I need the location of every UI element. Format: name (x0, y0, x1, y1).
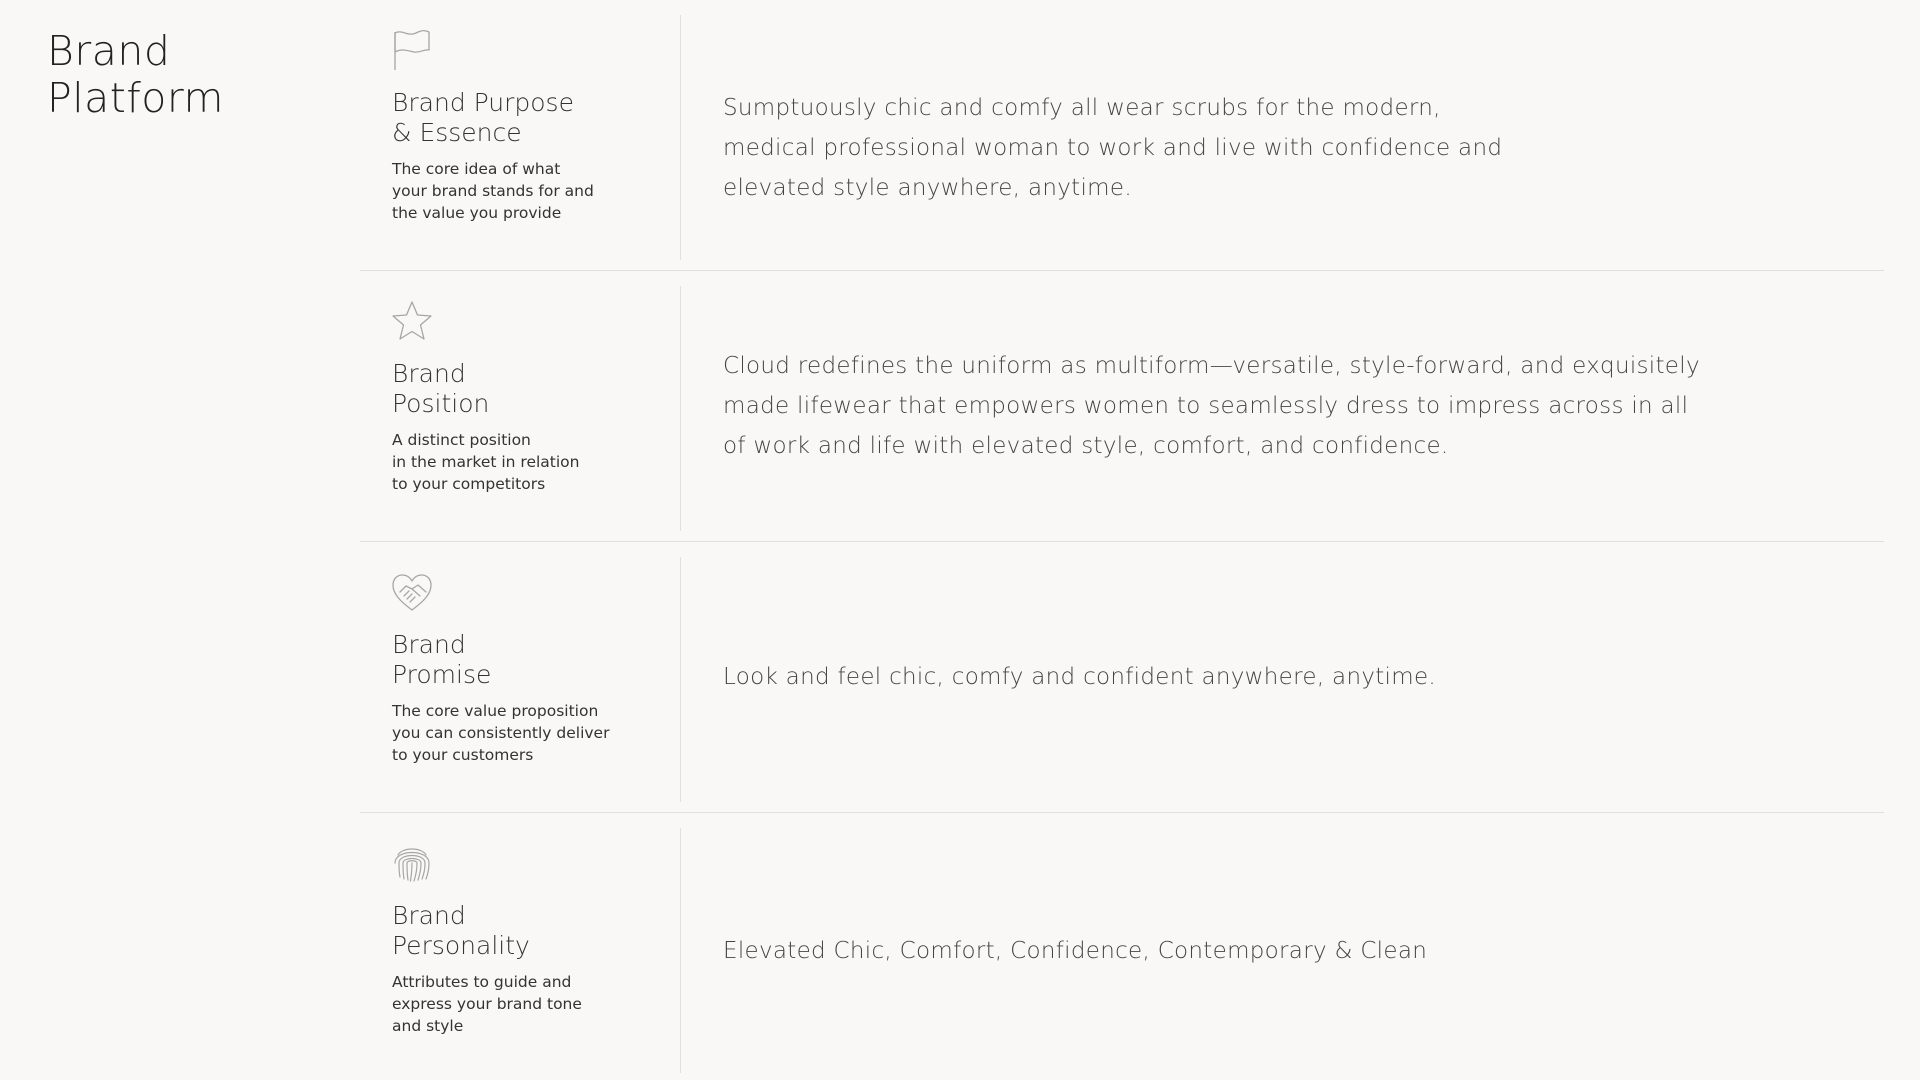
heart-handshake-icon (390, 570, 434, 614)
row-content-line: medical professional woman to work and live with confidence and (723, 135, 1503, 161)
row-content-line: Elevated Chic, Comfort, Confidence, Contemporary & Clean (723, 938, 1428, 964)
row-label-line-2: Position (392, 389, 490, 418)
row-description-line: A distinct position (392, 431, 531, 449)
row-description-line: your brand stands for and (392, 182, 594, 200)
row-content (723, 931, 1734, 971)
row-content-line: Look and feel chic, comfy and confident anywhere, anytime. (723, 664, 1437, 690)
row-description-line: and style (392, 1017, 464, 1035)
row-label-line-1: Brand Purpose (392, 88, 574, 117)
row-label (392, 630, 662, 690)
vertical-divider (680, 828, 681, 1073)
row-label (392, 88, 662, 148)
row-brand-personality (360, 813, 1884, 1080)
row-description (392, 158, 662, 224)
page-title-line-1: Brand (47, 27, 171, 75)
row-label-line-1: Brand (392, 901, 466, 930)
row-description-line: The core idea of what (392, 160, 561, 178)
vertical-divider (680, 15, 681, 260)
row-description (392, 429, 662, 495)
fingerprint-icon (390, 841, 434, 885)
row-brand-promise (360, 542, 1884, 813)
row-label-line-2: Personality (392, 931, 530, 960)
row-label (392, 359, 662, 419)
page-title-line-2: Platform (47, 74, 224, 122)
platform-rows (360, 0, 1884, 1080)
row-content (723, 657, 1734, 697)
row-content (723, 88, 1734, 208)
row-description-line: Attributes to guide and (392, 973, 572, 991)
row-description (392, 971, 662, 1037)
row-content-line: Sumptuously chic and comfy all wear scrubs for the modern, (723, 95, 1441, 121)
row-brand-position (360, 271, 1884, 542)
vertical-divider (680, 286, 681, 531)
row-content-line: Cloud redefines the uniform as multiform—versatile, style-forward, and exquisitely (723, 353, 1700, 379)
row-content-line: of work and life with elevated style, comfort, and confidence. (723, 433, 1449, 459)
row-label-line-1: Brand (392, 630, 466, 659)
row-content-line: elevated style anywhere, anytime. (723, 175, 1132, 201)
row-label-line-2: & Essence (392, 118, 522, 147)
row-description-line: the value you provide (392, 204, 562, 222)
row-brand-purpose (360, 0, 1884, 271)
row-description-line: in the market in relation (392, 453, 580, 471)
row-description-line: to your competitors (392, 475, 546, 493)
row-description-line: to your customers (392, 746, 534, 764)
star-icon (390, 299, 434, 343)
row-description (392, 700, 662, 766)
row-label-line-1: Brand (392, 359, 466, 388)
row-description-line: you can consistently deliver (392, 724, 610, 742)
page-title (47, 28, 307, 122)
row-description-line: express your brand tone (392, 995, 582, 1013)
row-content (723, 346, 1734, 466)
vertical-divider (680, 557, 681, 802)
flag-icon (390, 28, 434, 72)
row-label (392, 901, 662, 961)
row-description-line: The core value proposition (392, 702, 599, 720)
row-label-line-2: Promise (392, 660, 492, 689)
row-content-line: made lifewear that empowers women to seamlessly dress to impress across in all (723, 393, 1689, 419)
